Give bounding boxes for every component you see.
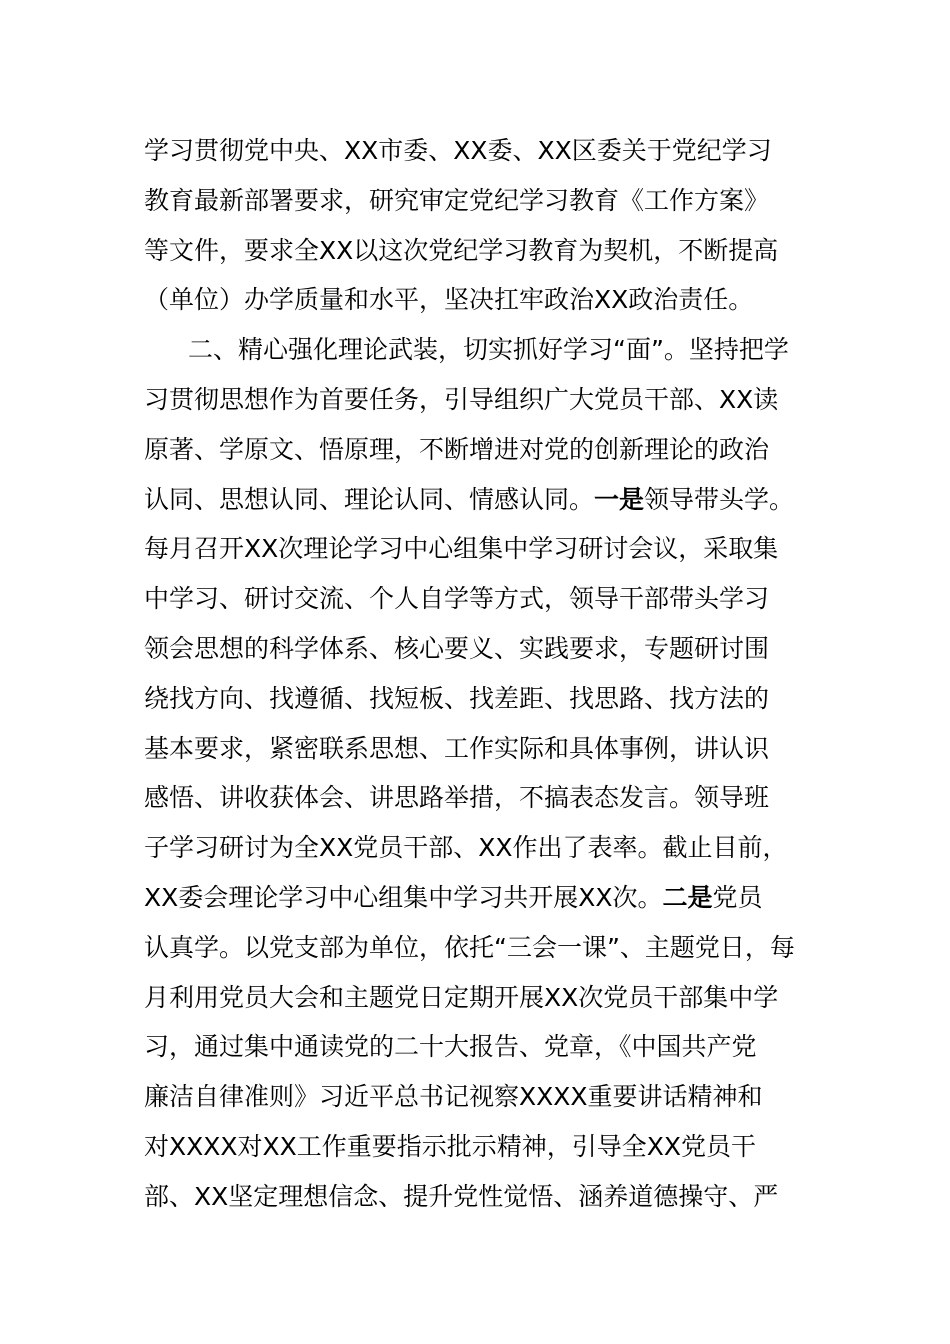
text-line (144, 674, 824, 724)
text-line (144, 1022, 824, 1072)
text-line (144, 724, 824, 774)
text-run: （单位）办学质量和水平，坚决扛牢政治XX政治责任。 (144, 285, 754, 315)
text-line (144, 425, 824, 475)
text-line (144, 475, 824, 525)
paragraph-1 (144, 126, 824, 325)
text-run: 感悟、讲收获体会、讲思路举措，不搞表态发言。领导班 (144, 783, 770, 813)
text-run: 绕找方向、找遵循、找短板、找差距、找思路、找方法的 (144, 683, 770, 713)
text-run: 习，通过集中通读党的二十大报告、党章，《中国共产党 (144, 1032, 757, 1062)
text-line (144, 773, 824, 823)
text-run: 子学习研讨为全XX党员干部、XX作出了表率。截止目前， (144, 833, 788, 863)
text-run: 认真学。以党支部为单位，依托“三会一课”、主题党日，每 (144, 932, 795, 962)
text-line (144, 325, 824, 375)
text-line (144, 1072, 824, 1122)
text-run: 教育最新部署要求，研究审定党纪学习教育《工作方案》 (144, 185, 770, 215)
text-run: 二、精心强化理论武装，切实抓好学习“面”。坚持把学 (188, 335, 789, 365)
text-line (144, 126, 824, 176)
text-run: 习贯彻思想作为首要任务，引导组织广大党员干部、XX读 (144, 384, 779, 414)
text-run: 认同、思想认同、理论认同、情感认同。 (144, 484, 595, 514)
text-run: XX委会理论学习中心组集中学习共开展XX次。 (144, 882, 663, 912)
text-line (144, 873, 824, 923)
text-line (144, 176, 824, 226)
text-run: 原著、学原文、悟原理，不断增进对党的创新理论的政治 (144, 434, 770, 464)
text-line (144, 823, 824, 873)
bold-text-run: 一是 (594, 484, 645, 514)
text-run: 等文件，要求全XX以这次党纪学习教育为契机，不断提高 (144, 235, 779, 265)
text-run: 党员 (712, 882, 763, 912)
text-run: 中学习、研讨交流、个人自学等方式，领导干部带头学习 (144, 584, 770, 614)
text-line (144, 1172, 824, 1222)
text-run: 每月召开XX次理论学习中心组集中学习研讨会议，采取集 (144, 534, 779, 564)
text-run: 学习贯彻党中央、XX市委、XX委、XX区委关于党纪学习 (144, 136, 772, 165)
text-run: 基本要求，紧密联系思想、工作实际和具体事例，讲认识 (144, 733, 770, 763)
text-line (144, 923, 824, 973)
paragraph-2 (144, 325, 824, 1221)
text-run: 廉洁自律准则》习近平总书记视察XXXX重要讲话精神和 (144, 1082, 763, 1112)
text-line (144, 1122, 824, 1172)
text-line (144, 973, 824, 1023)
text-run: 部、XX坚定理想信念、提升党性觉悟、涵养道德操守、严 (144, 1181, 779, 1211)
text-line (144, 574, 824, 624)
text-line (144, 524, 824, 574)
text-run: 对XXXX对XX工作重要指示批示精神，引导全XX党员干 (144, 1131, 757, 1161)
document-body (144, 126, 824, 1222)
text-run: 月利用党员大会和主题党日定期开展XX次党员干部集中学 (144, 982, 779, 1012)
text-line (144, 226, 824, 276)
text-line (144, 275, 824, 325)
text-line (144, 624, 824, 674)
text-run: 领会思想的科学体系、核心要义、实践要求，专题研讨围 (144, 633, 770, 663)
text-run: 领导带头学。 (644, 484, 795, 514)
bold-text-run: 二是 (662, 882, 713, 912)
text-line (144, 375, 824, 425)
